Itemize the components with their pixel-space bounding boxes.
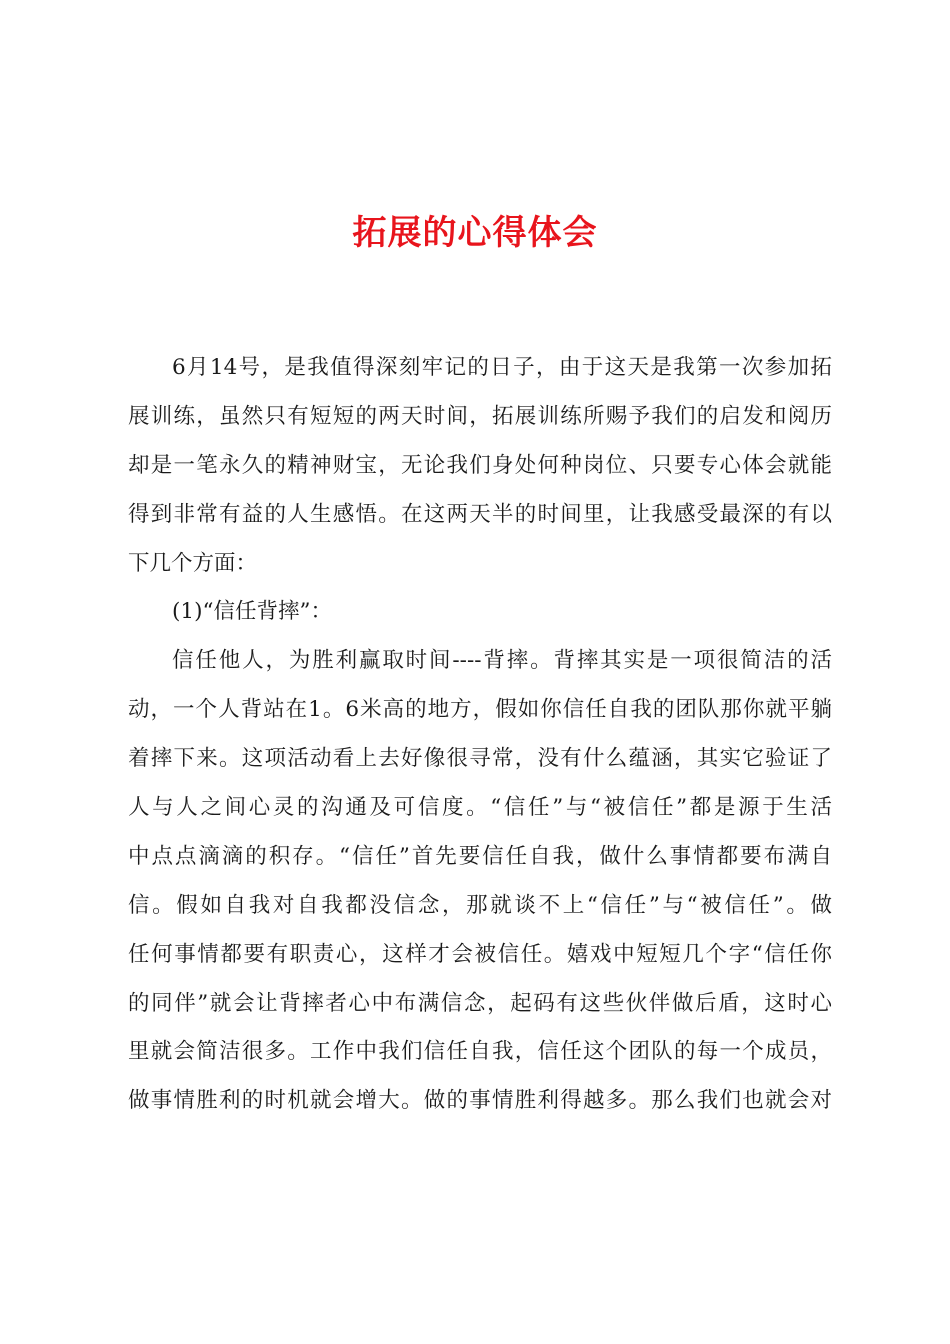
paragraph-line: 着摔下来。这项活动看上去好像很寻常，没有什么蕴涵，其实它验证了	[128, 746, 832, 772]
paragraph-line: 动，一个人背站在1。6米高的地方，假如你信任自我的团队那你就平躺	[128, 697, 832, 723]
document-title: 拓展的心得体会	[352, 213, 598, 253]
paragraph-line: 人与人之间心灵的沟通及可信度。“信任”与“被信任”都是源于生活	[128, 795, 832, 821]
paragraph-line: 的同伴”就会让背摔者心中布满信念，起码有这些伙伴做后盾，这时心	[128, 990, 832, 1016]
paragraph-line: 中点点滴滴的积存。“信任”首先要信任自我，做什么事情都要布满自	[128, 843, 832, 869]
paragraph-line: 下几个方面：	[128, 550, 258, 576]
paragraph-line: 展训练，虽然只有短短的两天时间，拓展训练所赐予我们的启发和阅历	[128, 403, 832, 429]
section-heading: (1)“信任背摔”：	[172, 599, 332, 625]
paragraph-line: 做事情胜利的时机就会增大。做的事情胜利得越多。那么我们也就会对	[128, 1088, 832, 1114]
document-body	[128, 344, 832, 1126]
paragraph-line: 却是一笔永久的精神财宝，无论我们身处何种岗位、只要专心体会就能	[128, 452, 832, 478]
paragraph-line: 任何事情都要有职责心，这样才会被信任。嬉戏中短短几个字“信任你	[128, 941, 832, 967]
paragraph-line: 6月14号，是我值得深刻牢记的日子，由于这天是我第一次参加拓	[172, 355, 832, 380]
paragraph-line: 信。假如自我对自我都没信念，那就谈不上“信任”与“被信任”。做	[128, 892, 832, 918]
paragraph-line: 信任他人，为胜利赢取时间----背摔。背摔其实是一项很简洁的活	[172, 648, 832, 674]
paragraph-line: 得到非常有益的人生感悟。在这两天半的时间里，让我感受最深的有以	[128, 501, 832, 527]
paragraph-line: 里就会简洁很多。工作中我们信任自我，信任这个团队的每一个成员，	[128, 1039, 832, 1065]
